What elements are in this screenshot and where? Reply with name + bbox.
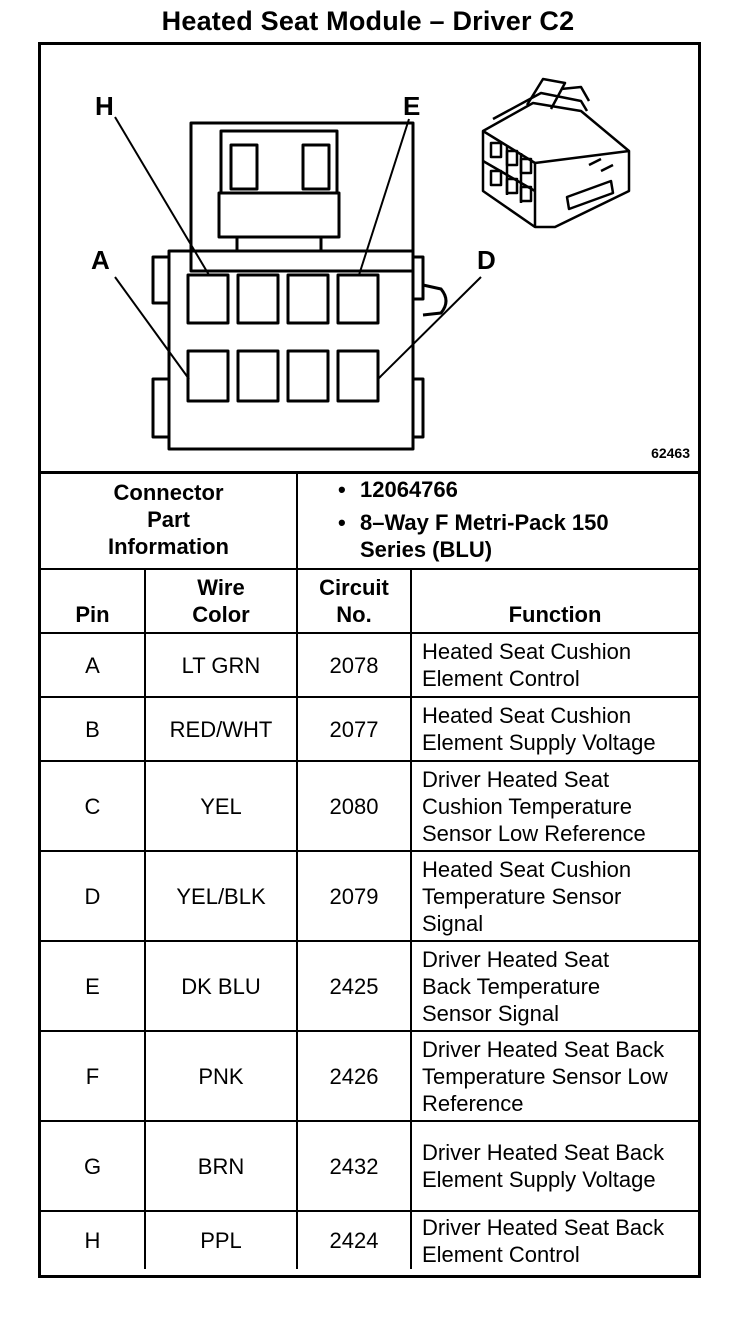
wire-color-cell: RED/WHT [145,697,297,761]
pin-cell: C [41,761,145,851]
circuit-cell: 2078 [297,633,411,697]
wire-color-cell: BRN [145,1121,297,1211]
latch-bracket [221,131,337,193]
circuit-cell: 2432 [297,1121,411,1211]
function-cell: Heated Seat Cushion Temperature Sensor Signal [411,851,698,941]
function-cell: Driver Heated Seat Back Temperature Sensor Low Reference [411,1031,698,1121]
table-row [41,1121,698,1211]
circuit-cell: 2425 [297,941,411,1031]
cavity-c [288,351,328,401]
function-cell: Heated Seat Cushion Element Supply Voltage [411,697,698,761]
callout-h: H [95,91,114,121]
page-title: Heated Seat Module – Driver C2 [161,6,575,36]
function-cell: Driver Heated Seat Back Temperature Sensor Signal [411,941,698,1031]
cavity-f [288,275,328,323]
side-tab-top-left [153,257,169,303]
cavity-b [238,351,278,401]
side-tab-bottom-left [153,379,169,437]
callout-a: A [91,245,110,275]
header-circuit: Circuit No. [297,569,411,633]
pin-cell: B [41,697,145,761]
table-row [41,1031,698,1121]
table-row [41,851,698,941]
pin-cell: G [41,1121,145,1211]
header-wire-color: Wire Color [145,569,297,633]
circuit-cell: 2080 [297,761,411,851]
wire-color-cell: PPL [145,1211,297,1269]
pin-cell: E [41,941,145,1031]
key-tab-right [423,285,446,315]
cavity-h [188,275,228,323]
latch-clip-left [231,145,257,189]
connector-info-row [41,471,698,569]
function-cell: Driver Heated Seat Cushion Temperature Sensor Low Reference [411,761,698,851]
wire-color-cell: LT GRN [145,633,297,697]
figure-number: 62463 [651,445,690,461]
circuit-cell: 2424 [297,1211,411,1269]
pin-cell: H [41,1211,145,1269]
cavity-e [338,275,378,323]
function-cell: Heated Seat Cushion Element Control [411,633,698,697]
part-number: • 12064766 [338,476,698,503]
table-row [41,697,698,761]
circuit-cell: 2077 [297,697,411,761]
function-cell: Driver Heated Seat Back Element Supply Voltage [411,1121,698,1211]
header-function: Function [411,569,698,633]
cavity-g [238,275,278,323]
table-row [41,633,698,697]
connector-info-label: Connector Part Information [41,471,297,569]
circuit-cell: 2426 [297,1031,411,1121]
function-cell: Driver Heated Seat Back Element Control [411,1211,698,1269]
table-row [41,941,698,1031]
pin-cell: A [41,633,145,697]
header-pin: Pin [41,569,145,633]
wire-color-cell: PNK [145,1031,297,1121]
callout-e: E [403,91,421,121]
table-row [41,1211,698,1269]
header-row [41,569,698,633]
wire-color-cell: YEL/BLK [145,851,297,941]
connector-sheet [38,42,701,1278]
callout-d: D [477,245,496,275]
latch-tab [219,193,339,237]
pin-cell: D [41,851,145,941]
cavity-d [338,351,378,401]
pin-cell: F [41,1031,145,1121]
connector-face-drawing [41,45,698,471]
connector-isometric-view [483,79,629,227]
connector-info-list [297,471,698,569]
table-row [41,761,698,851]
wire-color-cell: YEL [145,761,297,851]
circuit-cell: 2079 [297,851,411,941]
wire-color-cell: DK BLU [145,941,297,1031]
connector-type: • 8–Way F Metri-Pack 150 Series (BLU) [338,509,610,563]
latch-clip-right [303,145,329,189]
pin-table [41,471,698,1269]
cavity-a [188,351,228,401]
connector-diagram [41,45,698,474]
